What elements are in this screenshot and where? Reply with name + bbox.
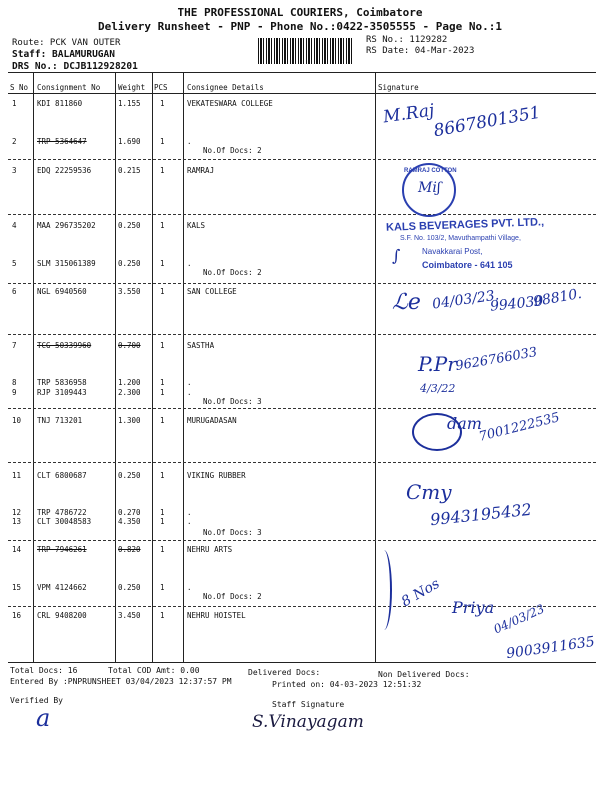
bracket-mark (376, 550, 392, 630)
weight-value: 0.700 (118, 341, 141, 350)
consignee-name: . (187, 508, 192, 517)
consignee-name: . (187, 137, 192, 146)
pcs-value: 1 (160, 545, 165, 554)
row-separator (8, 214, 596, 215)
row-sno: 16 (12, 611, 22, 620)
row-separator (8, 408, 596, 409)
weight-value: 1.690 (118, 137, 141, 146)
handwritten-signature: ∫ (392, 246, 401, 265)
pcs-value: 1 (160, 341, 165, 350)
consignee-name: NEHRU ARTS (187, 545, 233, 554)
staff-signature: S.Vinayagam (252, 712, 364, 732)
handwritten-note: 8 Nos (398, 575, 443, 611)
weight-value: 0.250 (118, 259, 141, 268)
printed-on: Printed on: 04-03-2023 12:51:32 (272, 680, 422, 689)
consignment-number: KDI 811860 (37, 99, 83, 108)
consignee-name: SAN COLLEGE (187, 287, 237, 296)
row-separator (8, 462, 596, 463)
kals-stamp-address: Coimbatore - 641 105 (422, 260, 513, 270)
row-separator (8, 159, 596, 160)
handwritten-phone: 98810. (531, 285, 584, 311)
document-title: THE PROFESSIONAL COURIERS, Coimbatore (177, 6, 423, 19)
barcode (258, 38, 354, 64)
consignee-name: . (187, 378, 192, 387)
row-sno: 4 (12, 221, 17, 230)
docs-count: No.Of Docs: 2 (203, 592, 262, 601)
handwritten-phone: 9003911635 (505, 633, 596, 663)
handwritten-date: 4/3/22 (420, 382, 456, 395)
pcs-value: 1 (160, 221, 165, 230)
entered-by: Entered By :PNPRUNSHEET 03/04/2023 12:37:57 PM (10, 677, 232, 686)
docs-count: No.Of Docs: 2 (203, 268, 262, 277)
consignee-name: KALS (187, 221, 206, 230)
col-header-weight: Weight (118, 83, 146, 92)
table-bottom-rule (8, 662, 596, 663)
total-cod-amount: Total COD Amt: 0.00 (108, 666, 200, 675)
row-sno: 1 (12, 99, 17, 108)
consignment-number: EDQ 22259536 (37, 166, 92, 175)
pcs-value: 1 (160, 378, 165, 387)
staff-signature-label: Staff Signature (272, 700, 345, 709)
row-sno: 14 (12, 545, 22, 554)
col-header-signature: Signature (378, 83, 419, 92)
weight-value: 0.215 (118, 166, 141, 175)
row-sno: 6 (12, 287, 17, 296)
weight-value: 0.250 (118, 583, 141, 592)
pcs-value: 1 (160, 259, 165, 268)
col-divider (183, 72, 184, 662)
row-sno: 5 (12, 259, 17, 268)
col-header-consignment: Consignment No (37, 83, 101, 92)
table-top-rule (8, 72, 596, 73)
drs-number: DRS No.: DCJB112928201 (12, 61, 138, 72)
handwritten-date: 04/03/23 (491, 601, 547, 637)
consignment-number: SLM 315061389 (37, 259, 96, 268)
consignee-name: RAMRAJ (187, 166, 215, 175)
rs-number: RS No.: 1129282 (366, 35, 448, 45)
pcs-value: 1 (160, 166, 165, 175)
handwritten-signature: dam (447, 414, 482, 433)
handwritten-phone: 8667801351 (432, 102, 543, 142)
pcs-value: 1 (160, 137, 165, 146)
row-sno: 12 (12, 508, 22, 517)
verified-by-label: Verified By (10, 696, 63, 705)
document-subtitle: Delivery Runsheet - PNP - Phone No.:0422-3505555 - Page No.:1 (98, 20, 502, 33)
kals-stamp-address: Navakkarai Post, (422, 247, 483, 256)
col-divider (115, 72, 116, 662)
row-sno: 11 (12, 471, 22, 480)
consignee-name: VIKING RUBBER (187, 471, 246, 480)
docs-count: No.Of Docs: 3 (203, 397, 262, 406)
col-divider (33, 72, 34, 662)
consignee-name: NEHRU HOISTEL (187, 611, 246, 620)
consignment-number: VPM 4124662 (37, 583, 87, 592)
weight-value: 3.550 (118, 287, 141, 296)
pcs-value: 1 (160, 99, 165, 108)
row-separator (8, 334, 596, 335)
pcs-value: 1 (160, 517, 165, 526)
weight-value: 1.300 (118, 416, 141, 425)
pcs-value: 1 (160, 583, 165, 592)
consignee-name: SASTHA (187, 341, 215, 350)
pcs-value: 1 (160, 287, 165, 296)
row-sno: 7 (12, 341, 17, 350)
docs-count: No.Of Docs: 2 (203, 146, 262, 155)
handwritten-signature: Miʃ (418, 180, 441, 196)
row-sno: 9 (12, 388, 17, 397)
consignee-name: MURUGADASAN (187, 416, 237, 425)
col-divider (152, 72, 153, 662)
handwritten-date: 04/03/23. (431, 287, 501, 313)
pcs-value: 1 (160, 416, 165, 425)
col-header-consignee: Consignee Details (187, 83, 264, 92)
consignee-name: . (187, 259, 192, 268)
handwritten-signature: P.Pr (418, 352, 457, 376)
consignee-name: . (187, 517, 192, 526)
row-sno: 13 (12, 517, 22, 526)
handwritten-signature: Cmy (406, 480, 452, 504)
weight-value: 0.270 (118, 508, 141, 517)
kals-stamp-name: KALS BEVERAGES PVT. LTD., (385, 216, 545, 234)
row-sno: 3 (12, 166, 17, 175)
consignment-number: CLT 30048583 (37, 517, 92, 526)
weight-value: 0.250 (118, 221, 141, 230)
pcs-value: 1 (160, 471, 165, 480)
staff-label: Staff: BALAMURUGAN (12, 49, 115, 60)
consignment-number: TCG 50339960 (37, 341, 92, 350)
consignment-number: TRP 5364647 (37, 137, 87, 146)
consignment-number: MAA 296735202 (37, 221, 96, 230)
non-delivered-docs: Non Delivered Docs: (378, 670, 470, 679)
delivered-docs: Delivered Docs: (248, 668, 321, 677)
handwritten-phone: 7001222535 (477, 410, 562, 445)
row-separator (8, 283, 596, 284)
row-separator (8, 540, 596, 541)
row-sno: 2 (12, 137, 17, 146)
consignment-number: RJP 3109443 (37, 388, 87, 397)
weight-value: 4.350 (118, 517, 141, 526)
pcs-value: 1 (160, 388, 165, 397)
verified-signature: a (36, 704, 51, 732)
weight-value: 3.450 (118, 611, 141, 620)
handwritten-signature: ℒe (392, 290, 421, 315)
row-sno: 10 (12, 416, 22, 425)
consignment-number: TRP 4786722 (37, 508, 87, 517)
consignment-number: CLT 6800687 (37, 471, 87, 480)
consignment-number: TRP 5836958 (37, 378, 87, 387)
rs-date: RS Date: 04-Mar-2023 (366, 46, 475, 56)
consignee-name: . (187, 388, 192, 397)
table-header-rule (8, 93, 596, 94)
row-sno: 15 (12, 583, 22, 592)
route-label: Route: PCK VAN OUTER (12, 38, 121, 48)
handwritten-signature: M.Raj (381, 100, 436, 128)
docs-count: No.Of Docs: 3 (203, 528, 262, 537)
weight-value: 1.200 (118, 378, 141, 387)
handwritten-phone: 9943195432 (429, 499, 533, 530)
consignment-number: NGL 6940560 (37, 287, 87, 296)
weight-value: 0.250 (118, 471, 141, 480)
col-header-pcs: PCS (154, 83, 168, 92)
col-header-sno: S No (10, 83, 29, 92)
kals-stamp-address: S.F. No. 103/2, Mavuthampathi Village, (400, 235, 521, 242)
row-separator (8, 606, 596, 607)
consignment-number: CRL 9408200 (37, 611, 87, 620)
total-docs: Total Docs: 16 (10, 666, 78, 675)
row-sno: 8 (12, 378, 17, 387)
consignee-name: . (187, 583, 192, 592)
weight-value: 2.300 (118, 388, 141, 397)
pcs-value: 1 (160, 611, 165, 620)
ramraj-stamp-text: RAMRAJ COTTON (404, 168, 457, 174)
handwritten-phone: 994030 (489, 293, 545, 315)
weight-value: 0.820 (118, 545, 141, 554)
weight-value: 1.155 (118, 99, 141, 108)
consignee-name: VEKATESWARA COLLEGE (187, 99, 273, 108)
consignment-number: TNJ 713201 (37, 416, 83, 425)
pcs-value: 1 (160, 508, 165, 517)
handwritten-signature: Priya (452, 598, 495, 617)
consignment-number: TRP 7946261 (37, 545, 87, 554)
handwritten-phone: 9626766033 (454, 344, 539, 375)
